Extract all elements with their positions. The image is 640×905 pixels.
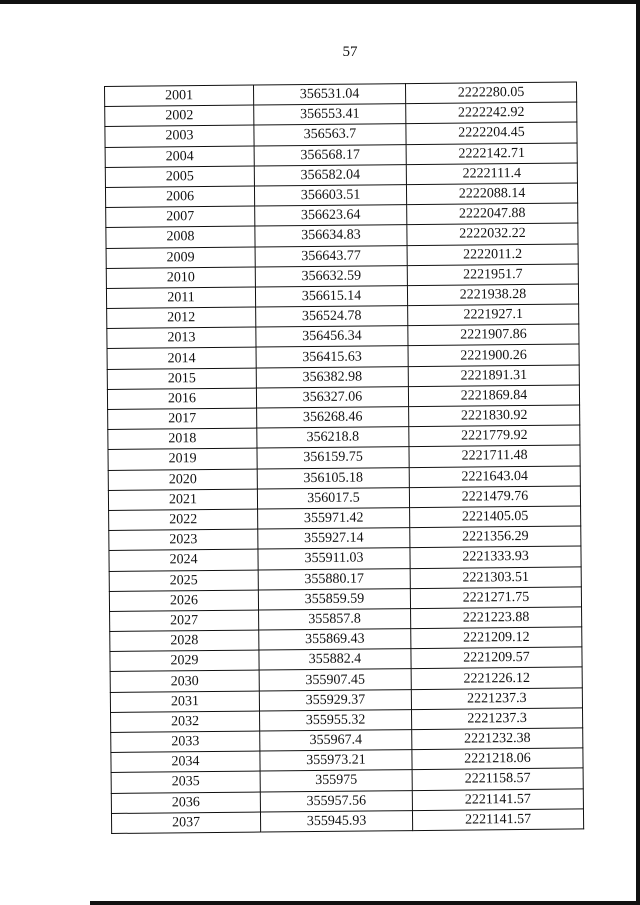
scan-edge-bottom — [90, 901, 640, 905]
value-b-cell: 2221891.31 — [408, 365, 579, 387]
value-b-cell: 2221356.29 — [410, 526, 581, 548]
value-b-cell: 2222032.22 — [407, 223, 578, 245]
value-a-cell: 356634.83 — [255, 225, 407, 247]
table-row — [111, 809, 583, 834]
value-b-cell: 2221158.57 — [412, 768, 583, 790]
value-b-cell: 2221141.57 — [412, 788, 583, 810]
value-b-cell: 2221711.48 — [409, 445, 580, 467]
year-cell: 2006 — [105, 186, 254, 208]
value-a-cell: 356615.14 — [255, 285, 407, 307]
year-cell: 2028 — [110, 630, 259, 652]
year-cell: 2011 — [106, 287, 255, 309]
year-cell: 2020 — [108, 469, 257, 491]
year-cell: 2003 — [105, 125, 254, 147]
value-a-cell: 355869.43 — [259, 629, 411, 651]
value-b-cell: 2221271.75 — [410, 587, 581, 609]
year-cell: 2030 — [110, 670, 259, 692]
year-cell: 2013 — [107, 327, 256, 349]
year-cell: 2012 — [107, 307, 256, 329]
value-a-cell: 356531.04 — [253, 84, 405, 106]
value-a-cell: 356017.5 — [257, 487, 409, 509]
data-table — [104, 81, 584, 833]
value-a-cell: 356563.7 — [254, 124, 406, 146]
year-cell: 2023 — [109, 529, 258, 551]
value-a-cell: 355880.17 — [258, 568, 410, 590]
year-cell: 2007 — [106, 206, 255, 228]
table-body — [105, 82, 584, 833]
value-a-cell: 355907.45 — [259, 669, 411, 691]
value-a-cell: 356568.17 — [254, 144, 406, 166]
value-a-cell: 356603.51 — [254, 185, 406, 207]
value-b-cell: 2221900.26 — [408, 344, 579, 366]
value-a-cell: 356582.04 — [254, 164, 406, 186]
value-b-cell: 2221479.76 — [409, 486, 580, 508]
value-b-cell: 2221907.86 — [408, 324, 579, 346]
value-a-cell: 355911.03 — [258, 548, 410, 570]
year-cell: 2033 — [111, 731, 260, 753]
value-b-cell: 2221927.1 — [408, 304, 579, 326]
value-a-cell: 355975 — [260, 770, 412, 792]
year-cell: 2029 — [110, 650, 259, 672]
value-b-cell: 2222047.88 — [407, 203, 578, 225]
year-cell: 2005 — [105, 166, 254, 188]
value-a-cell: 356218.8 — [257, 427, 409, 449]
value-a-cell: 356632.59 — [255, 265, 407, 287]
scan-edge-right — [636, 0, 640, 905]
value-b-cell: 2222280.05 — [405, 82, 576, 104]
year-cell: 2032 — [111, 711, 260, 733]
value-a-cell: 355945.93 — [260, 810, 412, 832]
year-cell: 2018 — [108, 428, 257, 450]
year-cell: 2027 — [110, 610, 259, 632]
value-b-cell: 2221218.06 — [412, 748, 583, 770]
scan-edge-top — [0, 0, 640, 4]
value-b-cell: 2221141.57 — [412, 809, 583, 831]
year-cell: 2034 — [111, 751, 260, 773]
value-b-cell: 2221779.92 — [409, 425, 580, 447]
value-b-cell: 2221303.51 — [410, 566, 581, 588]
year-cell: 2031 — [110, 691, 259, 713]
year-cell: 2004 — [105, 146, 254, 168]
value-b-cell: 2221226.12 — [411, 667, 582, 689]
value-a-cell: 356553.41 — [254, 104, 406, 126]
year-cell: 2035 — [111, 771, 260, 793]
value-a-cell: 355859.59 — [258, 588, 410, 610]
year-cell: 2008 — [106, 226, 255, 248]
value-a-cell: 356623.64 — [255, 205, 407, 227]
year-cell: 2024 — [109, 549, 258, 571]
year-cell: 2037 — [111, 812, 260, 834]
year-cell: 2009 — [106, 247, 255, 269]
value-a-cell: 356327.06 — [256, 386, 408, 408]
value-b-cell: 2221938.28 — [407, 284, 578, 306]
value-a-cell: 355971.42 — [258, 508, 410, 530]
data-table-container — [104, 81, 584, 833]
value-b-cell: 2221223.88 — [411, 607, 582, 629]
year-cell: 2001 — [105, 85, 254, 107]
year-cell: 2036 — [111, 792, 260, 814]
year-cell: 2015 — [107, 368, 256, 390]
value-b-cell: 2221830.92 — [409, 405, 580, 427]
year-cell: 2002 — [105, 105, 254, 127]
year-cell: 2019 — [108, 448, 257, 470]
value-b-cell: 2221209.57 — [411, 647, 582, 669]
value-a-cell: 355857.8 — [259, 608, 411, 630]
value-a-cell: 355882.4 — [259, 649, 411, 671]
value-b-cell: 2222011.2 — [407, 243, 578, 265]
value-a-cell: 356456.34 — [256, 326, 408, 348]
value-a-cell: 356268.46 — [257, 407, 409, 429]
value-a-cell: 355955.32 — [260, 709, 412, 731]
value-b-cell: 2221643.04 — [409, 466, 580, 488]
value-b-cell: 2221333.93 — [410, 546, 581, 568]
value-a-cell: 355973.21 — [260, 750, 412, 772]
value-a-cell: 355957.56 — [260, 790, 412, 812]
value-b-cell: 2221237.3 — [411, 688, 582, 710]
year-cell: 2017 — [108, 408, 257, 430]
value-b-cell: 2221951.7 — [407, 264, 578, 286]
year-cell: 2021 — [108, 489, 257, 511]
value-b-cell: 2222111.4 — [406, 163, 577, 185]
value-b-cell: 2222142.71 — [406, 143, 577, 165]
value-b-cell: 2221232.38 — [412, 728, 583, 750]
year-cell: 2022 — [109, 509, 258, 531]
year-cell: 2025 — [109, 570, 258, 592]
value-a-cell: 356643.77 — [255, 245, 407, 267]
year-cell: 2026 — [109, 590, 258, 612]
page-number: 57 — [342, 44, 358, 60]
value-a-cell: 356382.98 — [256, 366, 408, 388]
value-a-cell: 356415.63 — [256, 346, 408, 368]
value-b-cell: 2222242.92 — [406, 102, 577, 124]
value-b-cell: 2221209.12 — [411, 627, 582, 649]
value-a-cell: 355967.4 — [260, 730, 412, 752]
year-cell: 2016 — [107, 388, 256, 410]
year-cell: 2010 — [106, 267, 255, 289]
value-b-cell: 2221869.84 — [408, 385, 579, 407]
value-a-cell: 355929.37 — [259, 689, 411, 711]
value-b-cell: 2222088.14 — [406, 183, 577, 205]
value-a-cell: 356105.18 — [257, 467, 409, 489]
value-b-cell: 2221405.05 — [410, 506, 581, 528]
value-b-cell: 2221237.3 — [411, 708, 582, 730]
value-a-cell: 356524.78 — [256, 306, 408, 328]
year-cell: 2014 — [107, 347, 256, 369]
value-b-cell: 2222204.45 — [406, 122, 577, 144]
value-a-cell: 356159.75 — [257, 447, 409, 469]
value-a-cell: 355927.14 — [258, 528, 410, 550]
